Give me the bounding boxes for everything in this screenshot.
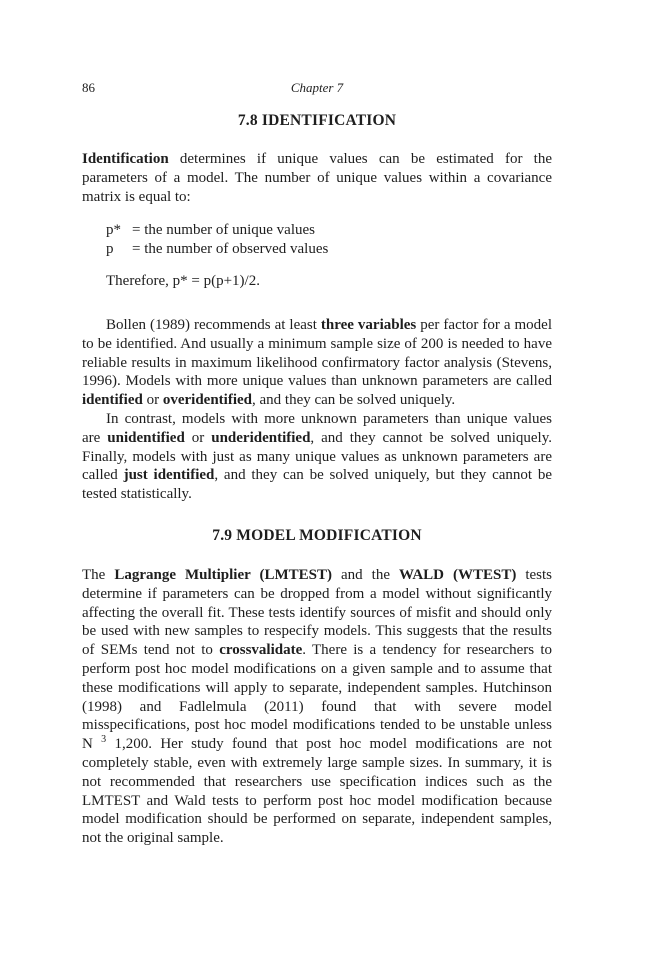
running-head [82, 80, 552, 98]
bold-term: unidentified [107, 429, 185, 446]
paragraph-text: , and they cannot be solved uniquely. Finally, models with just as many unique values as unknown parameters are called [82, 429, 552, 484]
paragraph-identification-intro [82, 150, 552, 206]
section-heading-identification: 7.8 IDENTIFICATION [237, 112, 397, 129]
paragraph-text: 1,200. Her study found that post hoc model modifications are not completely stable, even with extremely large sample sizes. In summary, it is not recommended that researchers use specification indices such as the LMTEST and Wald tests to perform post hoc model modification because model modification should be performed on separate, independent samples, not the original sample. [82, 736, 552, 847]
definition-item [106, 240, 328, 259]
paragraph-bollen [82, 316, 552, 410]
paragraph-model-modification [82, 566, 552, 848]
paragraph-text: tests determine if parameters can be dropped from a model without significantly affecting the overall fit. These tests identify sources of misfit and should only be used with new samples to respecify models. This suggests that the results of SEMs tend not to [82, 567, 553, 659]
definition-symbol: p* [106, 222, 121, 238]
superscript: 3 [101, 734, 107, 746]
paragraph-text: In contrast, models with more unknown parameters than unique values are [82, 411, 552, 446]
paragraph-text: , and they can be solved uniquely, but they cannot be tested statistically. [82, 467, 552, 503]
paragraph-text: Bollen (1989) recommends at least [106, 317, 321, 333]
bold-term: Identification [82, 151, 169, 167]
definition-text: = the number of observed values [132, 240, 329, 257]
chapter-label: Chapter 7 [290, 80, 344, 95]
paragraph-text: per factor for a model to be identified. And usually a minimum sample size of 200 is needed to have reliable results in maximum likelihood confirmatory factor analysis (Stevens, 1996). Models with more unique values than unknown parameters are called [82, 317, 552, 390]
definition-list [106, 221, 328, 259]
bold-term: identified [82, 392, 143, 409]
bold-term: three variables [320, 317, 417, 333]
paragraph-contrast [82, 410, 552, 504]
bold-term: crossvalidate [219, 642, 303, 659]
paragraph-text: , and they can be solved uniquely. [252, 392, 456, 409]
paragraph-text: determines if unique values can be estimated for the parameters of a model. The number of unique values within a covariance matrix is equal to: [82, 151, 552, 205]
paragraph-text: The [82, 567, 115, 583]
bold-term: overidentified [162, 392, 252, 409]
bold-term: underidentified [211, 429, 311, 446]
definition-text: = the number of unique values [132, 222, 315, 238]
bold-term: WALD (WTEST) [399, 567, 517, 583]
page-number: 86 [82, 80, 95, 95]
section-heading-model-modification: 7.9 MODEL MODIFICATION [212, 527, 422, 544]
formula-line: Therefore, p* = p(p+1)/2. [106, 273, 260, 289]
definition-symbol: p [106, 240, 114, 257]
definition-item [106, 221, 328, 240]
bold-term: just identified [123, 467, 215, 484]
bold-term: Lagrange Multiplier (LMTEST) [114, 567, 333, 583]
paragraph-text: and the [332, 567, 399, 583]
paragraph-text: or [184, 429, 212, 446]
paragraph-text: or [142, 392, 163, 409]
paragraph-text: . There is a tendency for researchers to perform post hoc model modifications on a given sample and to assume that these modifications will apply to separate, independent samples. Hutchinson (1998) and Fadlelmula (2011) found that with severe model misspecifications, post hoc model modifications tended to be unstable unless N [82, 642, 552, 753]
